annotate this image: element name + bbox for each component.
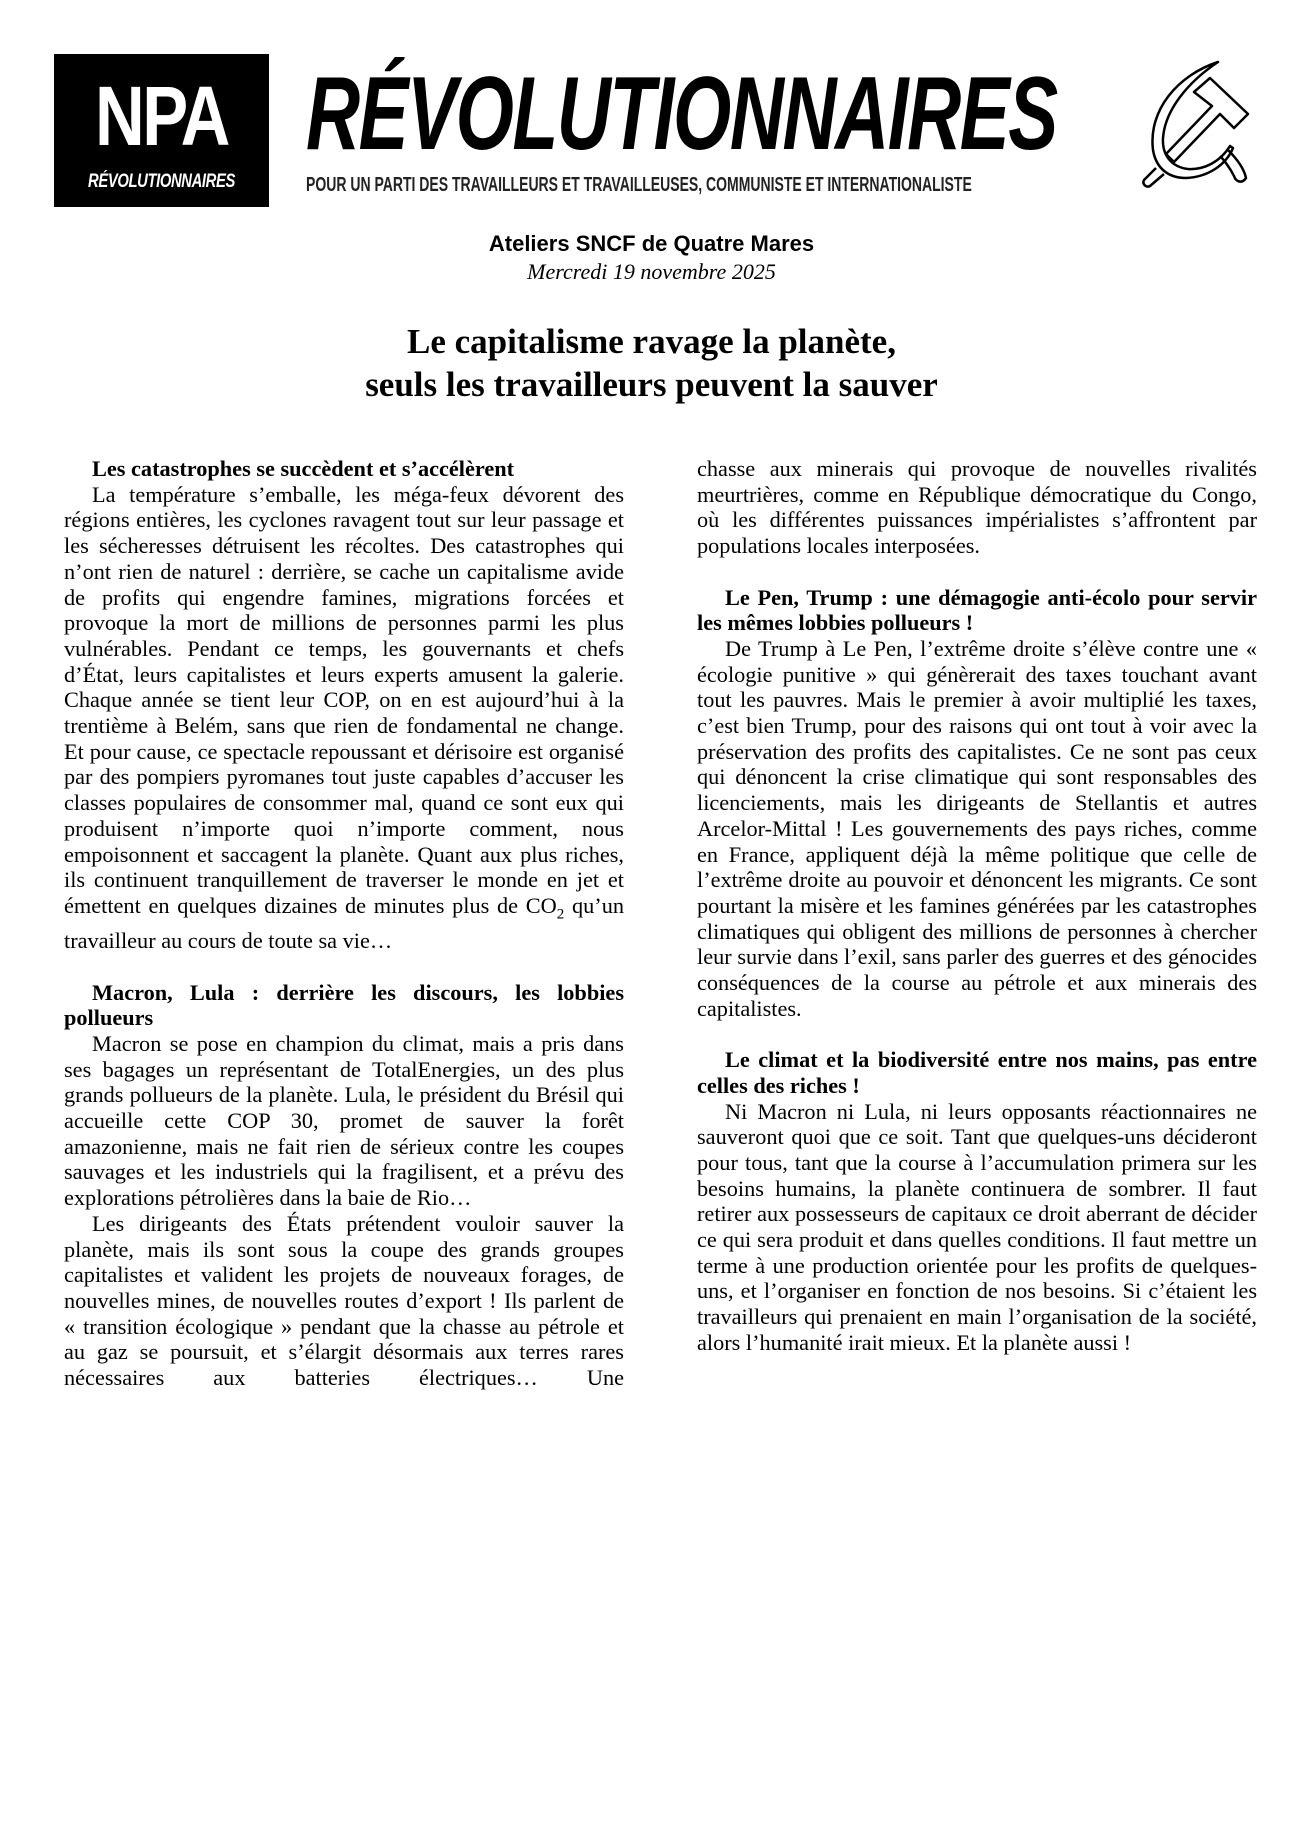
section-heading: Macron, Lula : derrière les discours, les lobbies pollueurs <box>64 979 624 1031</box>
headline <box>0 320 1303 406</box>
section-paragraph: De Trump à Le Pen, l’extrême droite s’élève contre une « écologie punitive » qui génèrerait des taxes touchant avant tout les pauvres. Mais le premier à avoir multiplié les taxes, c’est bien Trump, pour des raisons qui ont tout à voir avec la préservation des profits des capitalistes. Ce ne sont pas ceux qui dénoncent la crise climatique qui sont responsables des licenciements, mais les dirigeants de Stellantis et autres Arcelor-Mittal ! Les gouvernements des pays riches, comme en France, appliquent déjà la même politique que celle de l’extrême droite au pouvoir et dénoncent les migrants. Ce sont pourtant la misère et les famines générées par les catastrophes climatiques qui obligent des millions de personnes à chercher leur survie dans l’exil, sans parler des guerres et des génocides conséquences de la course au pétrole et aux minerais des capitalistes. <box>697 635 1257 1021</box>
section-heading: Les catastrophes se succèdent et s’accélèrent <box>92 456 515 481</box>
section-paragraph <box>64 482 624 954</box>
section-heading: Le Pen, Trump : une démagogie anti-écolo pour servir les mêmes lobbies pollueurs ! <box>697 584 1257 636</box>
masthead <box>306 56 1057 196</box>
publication-date: Mercredi 19 novembre 2025 <box>527 259 776 284</box>
masthead-title: RÉVOLUTIONNAIRES <box>306 56 1057 172</box>
section-paragraph: Les dirigeants des États prétendent vouloir sauver la planète, mais ils sont sous la coupe des grands groupes capitalistes et valident les projets de nouveaux forages, de nouvelles mines, de nouvelles routes d’export ! Ils parlent de « transition écologique » pendant que la chasse au pétrole et au gaz se poursuit, et s’élargit désormais aux terres rares nécessaires aux batteries électriques… Une <box>64 1210 624 1391</box>
article-column-left <box>64 456 624 1391</box>
paragraph-text: La température s’emballe, les méga-feux dévorent des régions entières, les cyclones ravagent tout sur leur passage et les sécheresses détruisent les récoltes. Des catastrophes qui n’ont rien de naturel : derrière, se cache un capitalisme avide de profits qui engendre famines, migrations forcées et provoque la mort de millions de personnes parmi les plus vulnérables. Pendant ce temps, les gouvernants et chefs d’État, leurs capitalistes et leurs experts amusent la galerie. Chaque année se tient leur COP, on en est aujourd’hui à la trentième à Belém, sans que rien de fondamental ne change. Et pour cause, ce spectacle repoussant et dérisoire est organisé par des pompiers pyromanes tout juste capables d’accuser les classes populaires de consommer mal, quand ce sont eux qui produisent n’importe quoi n’importe comment, nous empoisonnent et saccagent la planète. Quant aux plus riches, ils continuent tranquillement de traverser le monde en jet et émettent en quelques dizaines de minutes plus de CO <box>64 481 624 918</box>
section-heading: Le climat et la biodiversité entre nos mains, pas entre celles des riches ! <box>697 1047 1257 1098</box>
paragraph-text: qu’un travailleur au cours de toute sa vie… <box>64 892 624 954</box>
headline-line-1: Le capitalisme ravage la planète, <box>407 322 896 361</box>
npa-logo <box>54 54 269 207</box>
headline-line-2: seuls les travailleurs peuvent la sauver <box>365 365 938 404</box>
section-paragraph: Ni Macron ni Lula, ni leurs opposants réactionnaires ne sauveront quoi que ce soit. Tant que quelques-uns décideront pour tous, tant que la course à l’accumulation primera sur les besoins humains, la planète continuera de sombrer. Il faut retirer aux possesseurs de capitaux ce droit aberrant de décider ce qui sera produit et dans quelles conditions. Il faut mettre un terme à une production orientée pour les profits de quelques-uns, et l’organiser en fonction de nos besoins. Si c’étaient les travailleurs qui prenaient en main l’organisation de la société, alors l’humanité irait mieux. Et la planète aussi ! <box>697 1098 1257 1355</box>
logo-npa-text: NPA <box>95 69 228 163</box>
hammer-and-sickle-icon <box>1108 50 1258 200</box>
workplace-title: Ateliers SNCF de Quatre Mares <box>488 231 815 256</box>
logo-subtitle: RÉVOLUTIONNAIRES <box>88 171 235 192</box>
subscript-2: 2 <box>556 906 565 923</box>
masthead-subtitle: POUR UN PARTI DES TRAVAILLEURS ET TRAVAILLEUSES, COMMUNISTE ET INTERNATIONALISTE <box>306 174 972 196</box>
article-column-right <box>697 456 1257 1356</box>
section-paragraph: Macron se pose en champion du climat, mais a pris dans ses bagages un représentant de TotalEnergies, un des plus grands pollueurs de la planète. Lula, le président du Brésil qui accueille cette COP 30, promet de sauver la forêt amazonienne, mais ne fait rien de sérieux contre les coupes sauvages et les industriels qui la fragilisent, et a prévu des explorations pétrolières dans la baie de Rio… <box>64 1030 624 1211</box>
section-paragraph-continued: chasse aux minerais qui provoque de nouvelles rivalités meurtrières, comme en République démocratique du Congo, où les différentes puissances impérialistes s’affrontent par populations locales interposées. <box>697 456 1257 559</box>
